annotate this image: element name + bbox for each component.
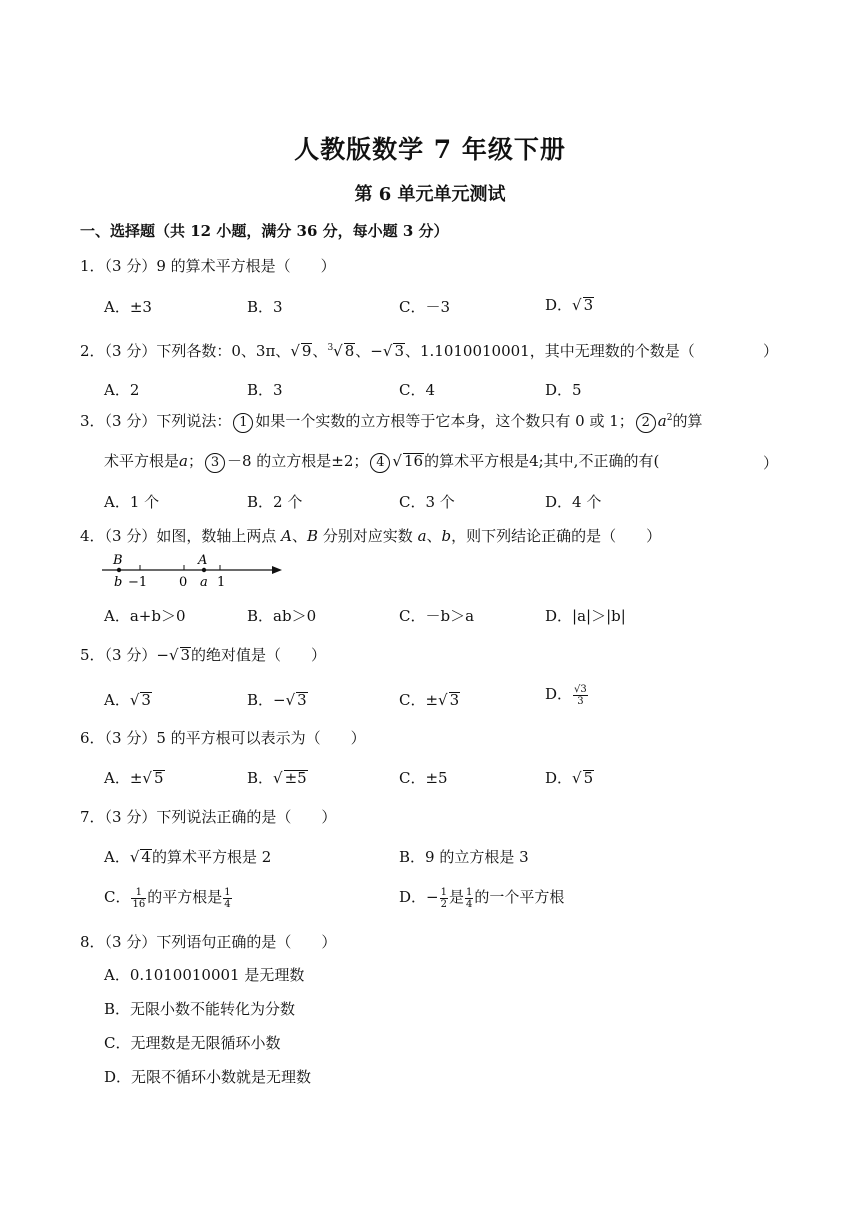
q5-option-c: C．±√ 3 bbox=[399, 691, 460, 709]
question-7-stem: 7．（3 分）下列说法正确的是（ ） bbox=[80, 808, 337, 826]
q8-option-a: A．0.1010010001 是无理数 bbox=[104, 966, 305, 984]
q2-close-paren: ） bbox=[762, 342, 778, 360]
circle-num-2: 2 bbox=[636, 413, 656, 433]
q7-option-a: A．√ 4的算术平方根是 2 bbox=[104, 848, 272, 866]
tick-label-zero: 0 bbox=[179, 575, 188, 590]
tick-label-a: a bbox=[200, 575, 208, 590]
question-8-stem: 8．（3 分）下列语句正确的是（ ） bbox=[80, 933, 337, 951]
q2-option-b: B．3 bbox=[247, 381, 283, 399]
q6-option-d: D．√ 5 bbox=[545, 769, 594, 787]
q4-option-a: A．a+b＞0 bbox=[104, 607, 186, 625]
question-3-line-1: 3．（3 分）下列说法： 1 如果一个实数的立方根等于它本身，这个数只有 0 或 1； 2 $a^2$的算 bbox=[80, 410, 702, 433]
q3-option-d: D．4 个 bbox=[545, 493, 602, 511]
q7-option-c: C． $\frac{1}{16}$ 的平方根是 $\frac{1}{4}$ bbox=[104, 886, 231, 910]
q4-option-b: B．ab＞0 bbox=[247, 607, 317, 625]
q1-option-d: D．√ 3 bbox=[545, 296, 594, 314]
q5-option-a: A．√ 3 bbox=[104, 691, 151, 709]
page-subtitle: 第 6 单元单元测试 bbox=[354, 184, 506, 205]
fraction: $\frac{√3}{3}$ bbox=[574, 683, 587, 707]
point-b bbox=[117, 568, 121, 572]
q4-option-d: D．|a|＞|b| bbox=[545, 607, 626, 625]
q1-option-c: C．－3 bbox=[399, 298, 451, 316]
tick-label-minus-one: −1 bbox=[128, 575, 148, 590]
section-heading: 一、选择题（共 12 小题，满分 36 分，每小题 3 分） bbox=[80, 222, 449, 240]
q8-option-b: B．无限小数不能转化为分数 bbox=[104, 1000, 296, 1018]
question-5-stem: 5．（3 分）−√ 3的绝对值是（ ） bbox=[80, 646, 327, 664]
q4-option-c: C．－b＞a bbox=[399, 607, 475, 625]
point-a bbox=[202, 568, 206, 572]
q2-option-c: C．4 bbox=[399, 381, 436, 399]
q7-option-b: B．9 的立方根是 3 bbox=[399, 848, 529, 866]
q8-option-c: C．无理数是无限循环小数 bbox=[104, 1034, 281, 1052]
circle-num-1: 1 bbox=[233, 413, 253, 433]
circle-num-3: 3 bbox=[205, 453, 225, 473]
page-title: 人教版数学 7 年级下册 bbox=[294, 135, 566, 164]
q6-option-a: A．±√ 5 bbox=[104, 769, 164, 787]
q3-option-a: A．1 个 bbox=[104, 493, 160, 511]
axis-arrow-icon bbox=[272, 566, 282, 574]
radicand: 3 bbox=[583, 296, 594, 314]
point-b-label: B bbox=[113, 553, 123, 568]
question-2-stem: 2．（3 分）下列各数：0、3π、√ 9、$^3$√ 8、−√ 3、1.1010010001，其中无理数的个数是（ bbox=[80, 342, 695, 360]
q2-option-d: D．5 bbox=[545, 381, 582, 399]
tick-label-b: b bbox=[114, 575, 123, 590]
q5-option-d: D． $\frac{√3}{3}$ bbox=[545, 683, 587, 707]
q5-option-b: B．−√ 3 bbox=[247, 691, 307, 709]
q8-option-d: D．无限不循环小数就是无理数 bbox=[104, 1068, 312, 1086]
question-4-stem: 4．（3 分）如图，数轴上两点 A、B 分别对应实数 a、b，则下列结论正确的是（ ） bbox=[80, 527, 662, 545]
question-6-stem: 6．（3 分）5 的平方根可以表示为（ ） bbox=[80, 729, 366, 747]
q3-close-paren: ） bbox=[762, 454, 778, 472]
tick-label-one: 1 bbox=[217, 575, 226, 590]
point-a-label: A bbox=[198, 553, 208, 568]
question-3-line-2: 术平方根是a； 3 －8 的立方根是±2； 4 √ 16的算术平方根是4;其中,不正确的有( bbox=[104, 450, 659, 473]
q3-option-b: B．2 个 bbox=[247, 493, 303, 511]
q1-option-a: A．±3 bbox=[104, 298, 152, 316]
circle-num-4: 4 bbox=[370, 453, 390, 473]
q3-option-c: C．3 个 bbox=[399, 493, 455, 511]
q7-option-d: D．− $\frac{1}{2}$ 是 $\frac{1}{4}$ 的一个平方根 bbox=[399, 886, 565, 910]
q1-option-b: B．3 bbox=[247, 298, 283, 316]
q2-option-a: A．2 bbox=[104, 381, 140, 399]
q6-option-c: C．±5 bbox=[399, 769, 448, 787]
q6-option-b: B．√ ±5 bbox=[247, 769, 307, 787]
question-1-stem: 1．（3 分）9 的算术平方根是（ ） bbox=[80, 257, 336, 275]
number-line-figure bbox=[100, 552, 290, 592]
